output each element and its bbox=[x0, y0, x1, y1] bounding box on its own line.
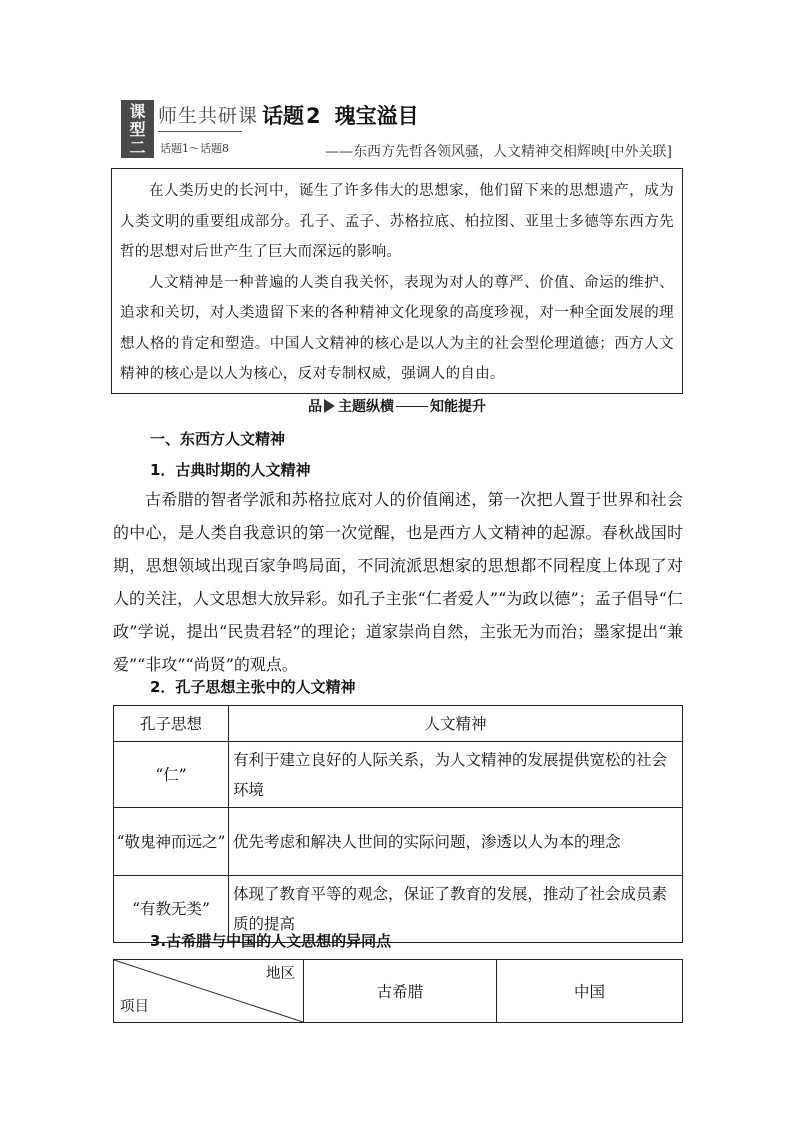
diagonal-top-label: 地区 bbox=[266, 966, 295, 982]
table-header-cell: 孔子思想 bbox=[114, 706, 229, 742]
table-cell: 有利于建立良好的人际关系，为人文精神的发展提供宽松的社会环境 bbox=[229, 742, 683, 808]
table-header-row bbox=[114, 706, 683, 742]
section-heading: 一、东西方人文精神 bbox=[150, 430, 286, 448]
course-name: 师生共研课 bbox=[158, 105, 259, 127]
table-cell: “有教无类” bbox=[114, 876, 229, 943]
table-header-row bbox=[114, 960, 683, 1023]
dash-divider bbox=[396, 406, 428, 407]
arrow-right-icon bbox=[324, 399, 335, 413]
banner-prefix: 品 bbox=[308, 399, 322, 415]
badge-char: 课 bbox=[129, 102, 146, 121]
course-type-badge bbox=[121, 100, 154, 158]
table-header-cell: 古希腊 bbox=[304, 960, 497, 1023]
table-cell: “敬鬼神而远之” bbox=[114, 808, 229, 876]
badge-char: 二 bbox=[129, 138, 146, 157]
subheading-1: 1．古典时期的人文精神 bbox=[150, 461, 311, 479]
intro-paragraph-2: 人文精神是一种普遍的人类自我关怀，表现为对人的尊严、价值、命运的维护、追求和关切，对人类遗留下来的各种精神文化现象的高度珍视，对一种全面发展的理想人格的肯定和塑造。中国人文精神的核心是以人为主的社会型伦理道德；西方人文精神的核心是以人为核心，反对专制权威，强调人的自由。 bbox=[120, 274, 674, 382]
comparison-table bbox=[113, 959, 683, 1023]
subheading-2: 2．孔子思想主张中的人文精神 bbox=[150, 678, 356, 696]
subheading-3: 3.古希腊与中国的人文思想的异同点 bbox=[150, 932, 392, 950]
table-cell: 体现了教育平等的观念，保证了教育的发展，推动了社会成员素质的提高 bbox=[229, 876, 683, 943]
topic-title bbox=[262, 100, 419, 130]
body-paragraph: 古希腊的智者学派和苏格拉底对人的价值阐述，第一次把人置于世界和社会的中心，是人类自我意识的第一次觉醒，也是西方人文精神的起源。春秋战国时期，思想领域出现百家争鸣局面，不同流派思想家的思想都不同程度上体现了对人的关注，人文思想大放异彩。如孔子主张“仁者爱人”“为政以德”；孟子倡导“仁政”学说，提出“民贵君轻”的理论；道家崇尚自然，主张无为而治；墨家提出“兼爱”“非攻”“尚贤”的观点。 bbox=[113, 490, 683, 674]
banner-right: 知能提升 bbox=[430, 399, 486, 415]
topic-number: 2 bbox=[306, 104, 321, 128]
table-row bbox=[114, 742, 683, 808]
table-header-cell: 中国 bbox=[497, 960, 683, 1023]
diagonal-header-cell bbox=[114, 960, 304, 1023]
confucius-table bbox=[113, 705, 683, 943]
badge-char: 型 bbox=[129, 120, 146, 139]
intro-box bbox=[111, 168, 683, 394]
course-divider bbox=[158, 131, 242, 132]
course-range: 话题1～话题8 bbox=[160, 142, 229, 155]
topic-name: 瑰宝溢目 bbox=[334, 104, 419, 128]
topic-subtitle: ——东西方先哲各领风骚，人文精神交相辉映[中外关联] bbox=[325, 144, 672, 160]
table-header-cell: 人文精神 bbox=[229, 706, 683, 742]
section-banner bbox=[0, 396, 794, 416]
table-row bbox=[114, 808, 683, 876]
diagonal-bottom-label: 项目 bbox=[120, 999, 149, 1015]
intro-paragraph-1: 在人类历史的长河中，诞生了许多伟大的思想家，他们留下来的思想遗产，成为人类文明的重要组成部分。孔子、孟子、苏格拉底、柏拉图、亚里士多德等东西方先哲的思想对后世产生了巨大而深远的影响。 bbox=[120, 183, 674, 260]
topic-label: 话题 bbox=[262, 104, 304, 128]
table-cell: “仁” bbox=[114, 742, 229, 808]
banner-left: 主题纵横 bbox=[338, 399, 394, 415]
table-cell: 优先考虑和解决人世间的实际问题，渗透以人为本的理念 bbox=[229, 808, 683, 876]
